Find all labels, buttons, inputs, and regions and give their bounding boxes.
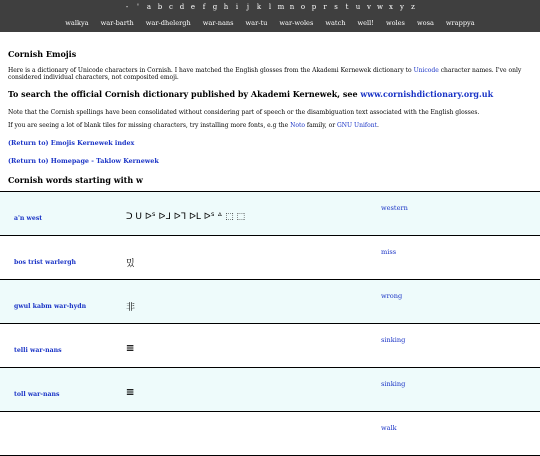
word-index bbox=[0, 13, 540, 32]
cornish-word-link[interactable]: toll war-nans bbox=[14, 391, 60, 398]
note-fonts-mid: family, or bbox=[304, 122, 338, 129]
letter-link[interactable]: v bbox=[367, 3, 371, 11]
search-heading bbox=[8, 89, 532, 99]
letter-link[interactable]: n bbox=[289, 3, 295, 11]
letter-link[interactable]: p bbox=[311, 3, 317, 11]
word-range-link[interactable]: wosa bbox=[416, 18, 434, 27]
english-gloss-link[interactable]: walk bbox=[381, 424, 397, 432]
letter-link[interactable]: g bbox=[212, 3, 218, 11]
section-heading: Cornish words starting with w bbox=[8, 175, 143, 185]
table-row bbox=[0, 368, 540, 412]
cornish-word-link[interactable]: gwul kabm war-hydn bbox=[14, 303, 87, 310]
english-gloss-link[interactable]: miss bbox=[381, 248, 397, 256]
letter-link[interactable]: z bbox=[411, 3, 415, 11]
note-fonts-text: If you are seeing a lot of blank tiles for missing characters, try installing more fonts, e.g the bbox=[8, 122, 291, 129]
letter-link[interactable]: e bbox=[190, 3, 196, 11]
noto-link[interactable]: Noto bbox=[290, 122, 305, 129]
letter-link[interactable]: d bbox=[179, 3, 185, 11]
main-content bbox=[0, 49, 540, 456]
table-row bbox=[0, 324, 540, 368]
return-index-link[interactable]: (Return to) Emojis Kernewek index bbox=[8, 139, 135, 147]
english-gloss-link[interactable]: sinking bbox=[381, 336, 406, 344]
page-title: Cornish Emojis bbox=[8, 49, 77, 59]
letter-link[interactable]: j bbox=[246, 3, 250, 11]
letter-link[interactable]: w bbox=[377, 3, 383, 11]
emoji-characters: ᑐ ᑌ ᐅᔆ ᐅᒧ ᐅᒣ ᐅᒪ ᐅᔆ ᐞ ⬚ ⬚ bbox=[126, 212, 245, 222]
english-gloss-link[interactable]: wrong bbox=[381, 292, 403, 300]
word-range-link[interactable]: war-tu bbox=[245, 18, 268, 27]
letter-link[interactable]: m bbox=[277, 3, 285, 11]
letter-link[interactable]: t bbox=[345, 3, 349, 11]
letter-link[interactable]: - bbox=[125, 3, 129, 11]
word-table bbox=[8, 191, 532, 456]
word-range-link[interactable]: war-dhelergh bbox=[145, 18, 191, 27]
emoji-characters: 밌 bbox=[126, 259, 135, 269]
letter-link[interactable]: ' bbox=[137, 3, 139, 11]
cornish-dictionary-link[interactable]: www.cornishdictionary.org.uk bbox=[360, 89, 494, 99]
letter-link[interactable]: k bbox=[256, 3, 262, 11]
table-row bbox=[0, 280, 540, 324]
return-home-link[interactable]: (Return to) Homepage - Taklow Kernewek bbox=[8, 157, 159, 165]
gnu-unifont-link[interactable]: GNU Unifont bbox=[337, 122, 377, 129]
word-range-link[interactable]: wrappya bbox=[445, 18, 475, 27]
letter-link[interactable]: f bbox=[202, 3, 206, 11]
word-range-link[interactable]: watch bbox=[325, 18, 346, 27]
letter-link[interactable]: s bbox=[334, 3, 338, 11]
table-row bbox=[0, 236, 540, 280]
top-navigation bbox=[0, 0, 540, 32]
intro-text-end: character names. I've only considered individual characters, not composited emoji. bbox=[8, 67, 522, 81]
letter-link[interactable]: a bbox=[146, 3, 152, 11]
word-range-link[interactable]: war-nans bbox=[202, 18, 234, 27]
letter-link[interactable]: r bbox=[323, 3, 327, 11]
letter-link[interactable]: i bbox=[235, 3, 239, 11]
cornish-word-link[interactable]: a'n west bbox=[14, 215, 43, 222]
letter-link[interactable]: c bbox=[169, 3, 173, 11]
letter-link[interactable]: o bbox=[300, 3, 306, 11]
word-range-link[interactable]: walkya bbox=[65, 18, 89, 27]
word-range-link[interactable]: war-barth bbox=[100, 18, 134, 27]
word-range-link[interactable]: woles bbox=[385, 18, 405, 27]
intro-paragraph bbox=[8, 67, 532, 81]
table-row bbox=[0, 191, 540, 236]
note-spellings: Note that the Cornish spellings have been consolidated without considering part of speech or the disambiguation text associated with the English glosses. bbox=[8, 109, 480, 116]
letter-link[interactable]: l bbox=[268, 3, 272, 11]
emoji-characters: 非 bbox=[126, 303, 136, 313]
emoji-characters: 𝌆 bbox=[126, 388, 135, 398]
letter-link[interactable]: h bbox=[223, 3, 229, 11]
word-range-link[interactable]: well! bbox=[357, 18, 374, 27]
english-gloss-link[interactable]: sinking bbox=[381, 380, 406, 388]
letter-index bbox=[0, 0, 540, 13]
note-fonts-end: . bbox=[376, 122, 379, 129]
table-row bbox=[0, 412, 540, 456]
unicode-link[interactable]: Unicode bbox=[413, 67, 439, 74]
intro-text: Here is a dictionary of Unicode characters in Cornish. I have matched the English glosses from the Akademi Kernewek dictionary to bbox=[8, 67, 414, 74]
note-fonts bbox=[8, 122, 532, 129]
emoji-characters: 𝌆 bbox=[126, 344, 135, 354]
letter-link[interactable]: u bbox=[355, 3, 361, 11]
cornish-word-link[interactable]: telli war-nans bbox=[14, 347, 62, 354]
letter-link[interactable]: b bbox=[157, 3, 163, 11]
letter-link[interactable]: y bbox=[400, 3, 404, 11]
word-range-link[interactable]: war-woles bbox=[279, 18, 314, 27]
letter-link[interactable]: x bbox=[389, 3, 393, 11]
cornish-word-link[interactable]: bos trist warlergh bbox=[14, 259, 77, 266]
english-gloss-link[interactable]: western bbox=[381, 204, 408, 212]
search-heading-text: To search the official Cornish dictionary published by Akademi Kernewek, see bbox=[8, 89, 361, 99]
